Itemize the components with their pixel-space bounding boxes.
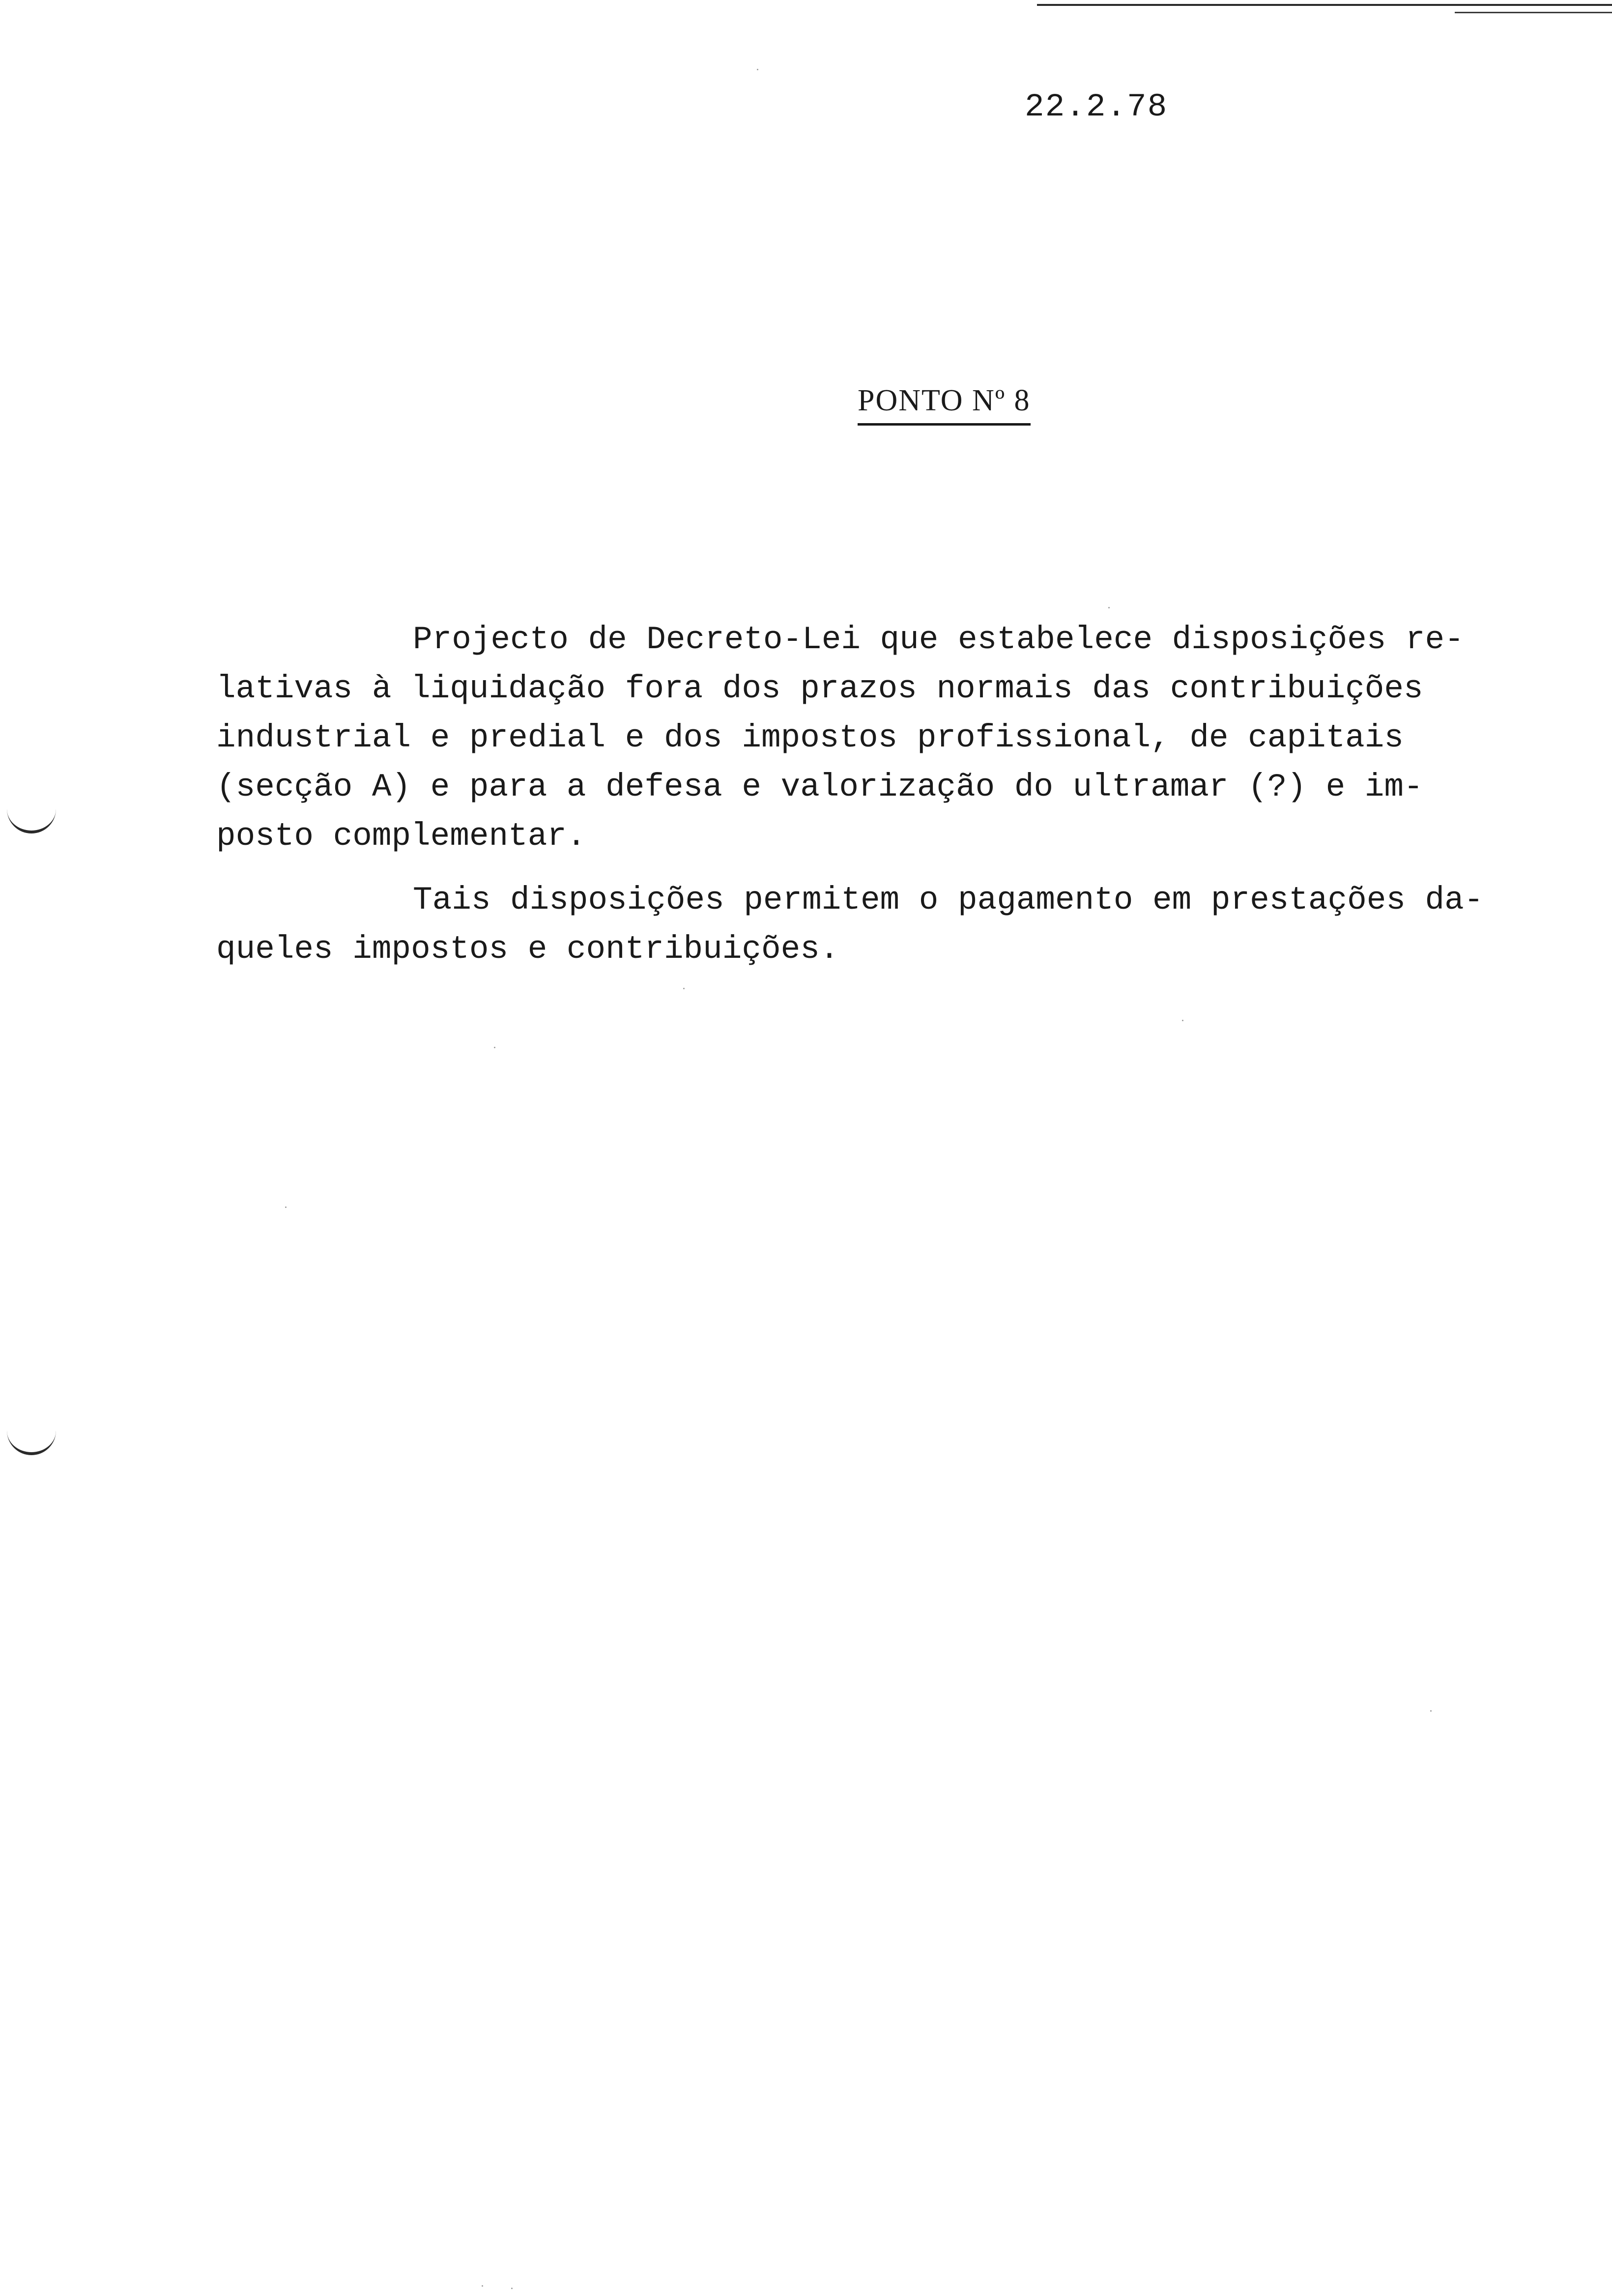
- paragraph-1-line-5: posto complementar.: [216, 818, 586, 855]
- paragraph-2-line-1: Tais disposições permitem o pagamento em prestações da-: [413, 882, 1484, 918]
- punch-hole-mark: [7, 1428, 56, 1455]
- document-date: 22.2.78: [1025, 88, 1168, 125]
- scan-speck: [482, 2285, 483, 2287]
- document-heading: PONTO Nº 8: [858, 383, 1031, 426]
- document-body: [216, 615, 1514, 974]
- scan-speck: [285, 1206, 287, 1208]
- paragraph-2-line-2: queles impostos e contribuições.: [216, 931, 839, 968]
- scan-speck: [757, 69, 758, 70]
- paragraph-gap: [216, 861, 1514, 876]
- paragraph-1-line-3: industrial e predial e dos impostos profissional, de capitais: [216, 719, 1404, 756]
- scan-speck: [1182, 1020, 1183, 1021]
- scan-speck: [511, 2288, 513, 2289]
- scan-speck: [683, 988, 685, 989]
- top-border-line-secondary: [1455, 12, 1612, 13]
- scan-speck: [494, 1047, 495, 1048]
- paragraph-1-line-1: Projecto de Decreto-Lei que estabelece disposições re-: [413, 621, 1464, 658]
- scan-speck: [1108, 607, 1110, 608]
- scan-speck: [1430, 1710, 1432, 1712]
- punch-hole-mark: [7, 806, 56, 833]
- paragraph-1-line-4: (secção A) e para a defesa e valorização do ultramar (?) e im-: [216, 769, 1423, 805]
- top-border-line: [1037, 4, 1612, 6]
- paragraph-1-line-2: lativas à liquidação fora dos prazos normais das contribuições: [216, 670, 1423, 707]
